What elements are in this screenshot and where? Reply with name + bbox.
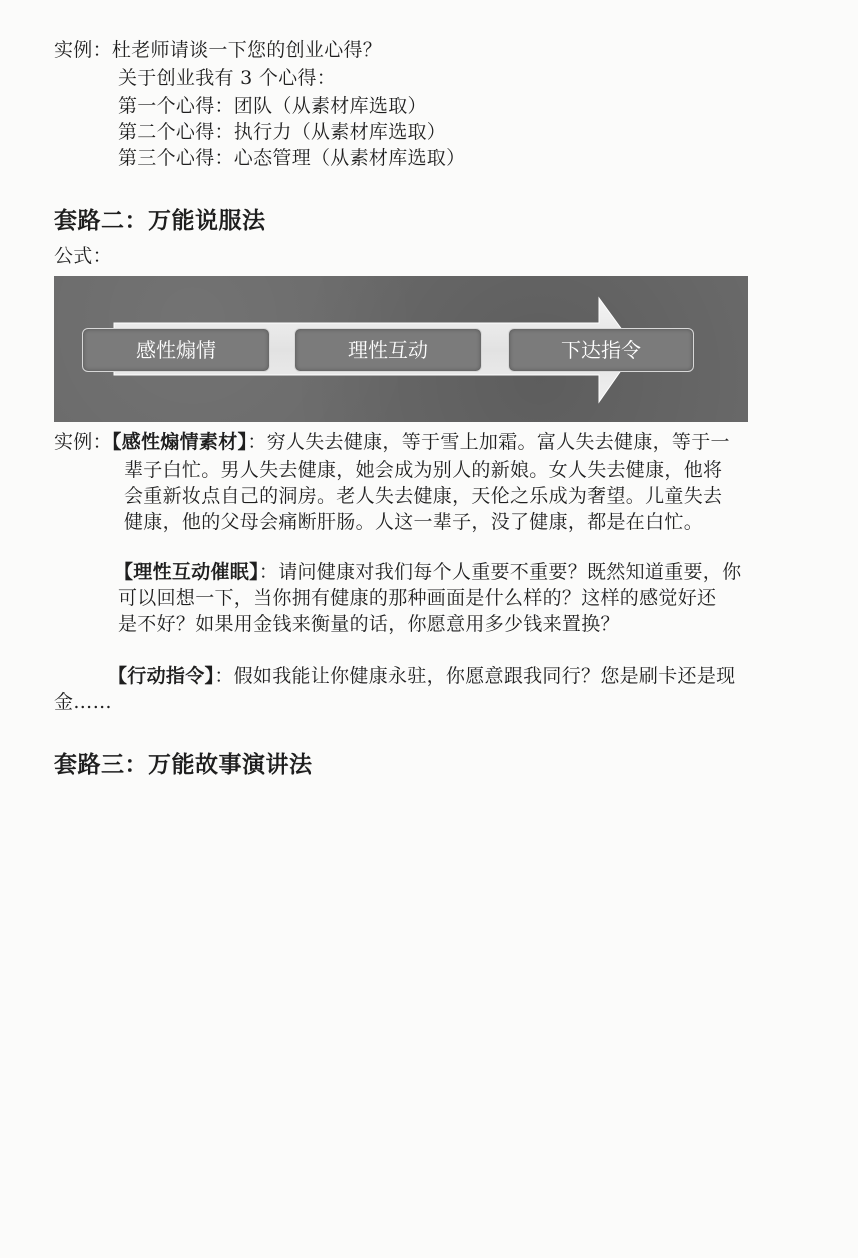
rational-text-2: 可以回想一下，当你拥有健康的那种画面是什么样的？这样的感觉好还 — [118, 587, 717, 609]
rational-text-1: ：请问健康对我们每个人重要不重要？既然知道重要，你 — [258, 561, 742, 583]
section2-heading: 套路二：万能说服法 — [54, 207, 266, 234]
example1-intro: 关于创业我有 3 个心得： — [118, 67, 337, 89]
rational-interaction-label: 【理性互动催眠】 — [114, 561, 259, 583]
example1-point-2: 第二个心得：执行力（从素材库选取） — [118, 121, 447, 143]
emotional-material-text-2: 辈子白忙。男人失去健康，她会成为别人的新娘。女人失去健康，他将 — [124, 459, 723, 481]
rational-line-1 — [114, 558, 741, 586]
section3-heading: 套路三：万能故事演讲法 — [54, 751, 313, 778]
persuasion-formula-diagram — [54, 276, 748, 422]
action-line-1 — [108, 662, 735, 690]
example1-question: 杜老师请谈一下您的创业心得？ — [111, 39, 383, 61]
example2-label: 实例： — [54, 431, 112, 453]
formula-label: 公式： — [54, 245, 112, 267]
stage-command: 下达指令 — [508, 328, 694, 372]
emotional-material-text-1: ：穷人失去健康，等于雪上加霜。富人失去健康，等于一 — [247, 431, 730, 453]
example2-line-1 — [54, 428, 730, 456]
action-text-2: 金…… — [54, 691, 112, 713]
emotional-material-text-4: 健康，他的父母会痛断肝肠。人这一辈子，没了健康，都是在白忙。 — [124, 511, 704, 533]
example1-line — [54, 36, 382, 64]
example1-point-1: 第一个心得：团队（从素材库选取） — [118, 95, 427, 117]
emotional-material-text-3: 会重新妆点自己的洞房。老人失去健康，天伦之乐成为奢望。儿童失去 — [124, 485, 723, 507]
stage-emotional: 感性煽情 — [82, 328, 270, 372]
example1-point-3: 第三个心得：心态管理（从素材库选取） — [118, 147, 466, 169]
action-command-label: 【行动指令】 — [108, 665, 215, 687]
rational-text-3: 是不好？如果用金钱来衡量的话，你愿意用多少钱来置换？ — [118, 613, 620, 635]
example1-label: 实例： — [54, 39, 112, 61]
stage-rational: 理性互动 — [294, 328, 482, 372]
emotional-material-label: 【感性煽情素材】 — [111, 431, 248, 453]
action-text-1: ：假如我能让你健康永驻，你愿意跟我同行？您是刷卡还是现 — [214, 665, 736, 687]
